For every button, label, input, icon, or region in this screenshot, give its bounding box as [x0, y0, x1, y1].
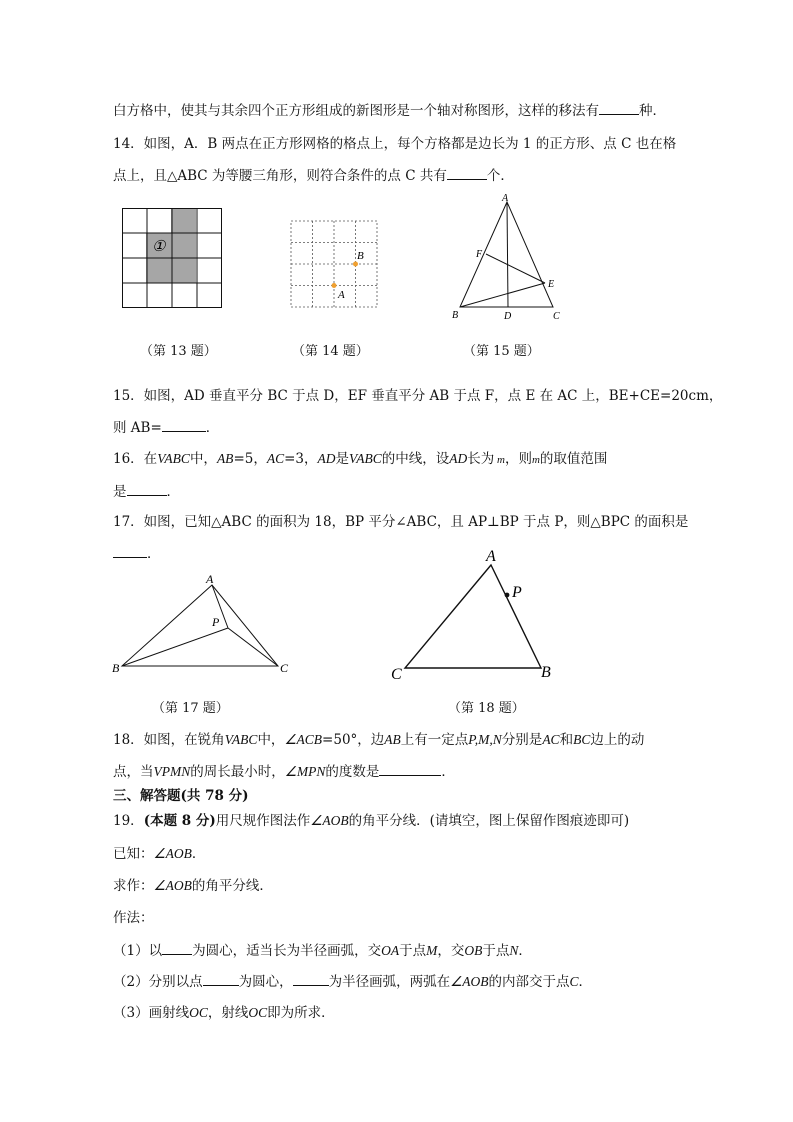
label-f: F — [476, 249, 483, 260]
label-c: C — [280, 661, 289, 675]
answer-blank[interactable] — [379, 761, 441, 776]
answer-blank[interactable] — [599, 100, 639, 115]
label-c: C — [553, 311, 560, 322]
label-a: A — [206, 572, 214, 586]
label-a: A — [338, 289, 345, 301]
q17-line2: ． — [113, 543, 161, 564]
caption-15: （第 15 题） — [463, 344, 540, 359]
label-a: A — [486, 548, 496, 565]
label-a: A — [502, 193, 509, 204]
q16-line1: 16．在VABC中，AB=5，AC=3，AD是VABC的中线，设AD长为 m，则m的取值范围 — [113, 451, 608, 467]
q19-known: 已知：∠AOB． — [113, 846, 206, 862]
answer-blank[interactable] — [447, 165, 487, 180]
label-c: C — [391, 666, 402, 683]
q13-continuation: 白方格中，使其与其余四个正方形组成的新图形是一个轴对称图形，这样的移法有 种． — [113, 100, 666, 121]
q19-step3: （3）画射线OC，射线OC即为所求． — [113, 1005, 335, 1021]
label-p: P — [212, 615, 220, 629]
figure-13-grid — [122, 208, 224, 310]
q19-step2: （2）分别以点 为圆心， 为半径画弧，两弧在∠AOB的内部交于点C． — [113, 971, 592, 992]
figure-15-triangle — [450, 190, 570, 325]
q19-line1: 19．(本题 8 分)用尺规作图法作∠AOB的角平分线．(请填空，图上保留作图痕迹即可) — [113, 813, 630, 829]
q15-line2: 则 AB= ． — [113, 417, 219, 438]
q19-step1: （1）以 为圆心，适当长为半径画弧，交OA于点M，交OB于点N． — [113, 940, 532, 961]
label-b: B — [112, 661, 120, 675]
answer-blank[interactable] — [162, 940, 192, 955]
q19-ask: 求作：∠AOB的角平分线． — [113, 878, 273, 894]
label-b: B — [452, 310, 459, 321]
q17-line1: 17．如图，已知△ABC 的面积为 18，BP 平分∠ABC，且 AP⊥BP 于点 P，则△BPC 的面积是 — [113, 514, 689, 530]
figure-14-dashed-grid — [291, 221, 381, 311]
answer-blank[interactable] — [113, 543, 147, 558]
label-b: B — [357, 250, 364, 262]
q14-line2: 点上，且△ABC 为等腰三角形，则符合条件的点 C 共有 个． — [113, 165, 514, 186]
q14-line1: 14．如图，A．B 两点在正方形网格的格点上，每个方格都是边长为 1 的正方形、点 C 也在格 — [113, 136, 677, 152]
section-heading: 三、解答题(共 78 分) — [113, 788, 249, 804]
figure-17-triangle — [110, 570, 300, 680]
label-d: D — [504, 311, 512, 322]
label-p: P — [512, 584, 522, 601]
answer-blank[interactable] — [293, 971, 329, 986]
q18-line1: 18．如图，在锐角VABC中，∠ACB=50°，边AB上有一定点P,M,N分别是AC和BC边上的动 — [113, 732, 645, 748]
label-b: B — [541, 664, 551, 681]
point-b — [353, 262, 358, 267]
q18-line2: 点，当VPMN的周长最小时，∠MPN的度数是 ． — [113, 761, 455, 782]
caption-14: （第 14 题） — [292, 344, 369, 359]
q19-method: 作法： — [113, 910, 154, 926]
circled-one-label: ① — [152, 239, 166, 255]
point-a — [332, 283, 337, 288]
answer-blank[interactable] — [162, 417, 206, 432]
caption-13: （第 13 题） — [140, 344, 217, 359]
answer-blank[interactable] — [127, 481, 167, 496]
caption-17: （第 17 题） — [152, 701, 229, 716]
figure-18-triangle — [385, 545, 565, 685]
q15-line1: 15．如图，AD 垂直平分 BC 于点 D，EF 垂直平分 AB 于点 F，点 E 在 AC 上，BE+CE=20cm， — [113, 388, 723, 404]
answer-blank[interactable] — [203, 971, 239, 986]
label-e: E — [548, 279, 555, 290]
point-p — [505, 593, 510, 598]
caption-18: （第 18 题） — [448, 701, 525, 716]
q16-line2: 是 ． — [113, 481, 180, 502]
